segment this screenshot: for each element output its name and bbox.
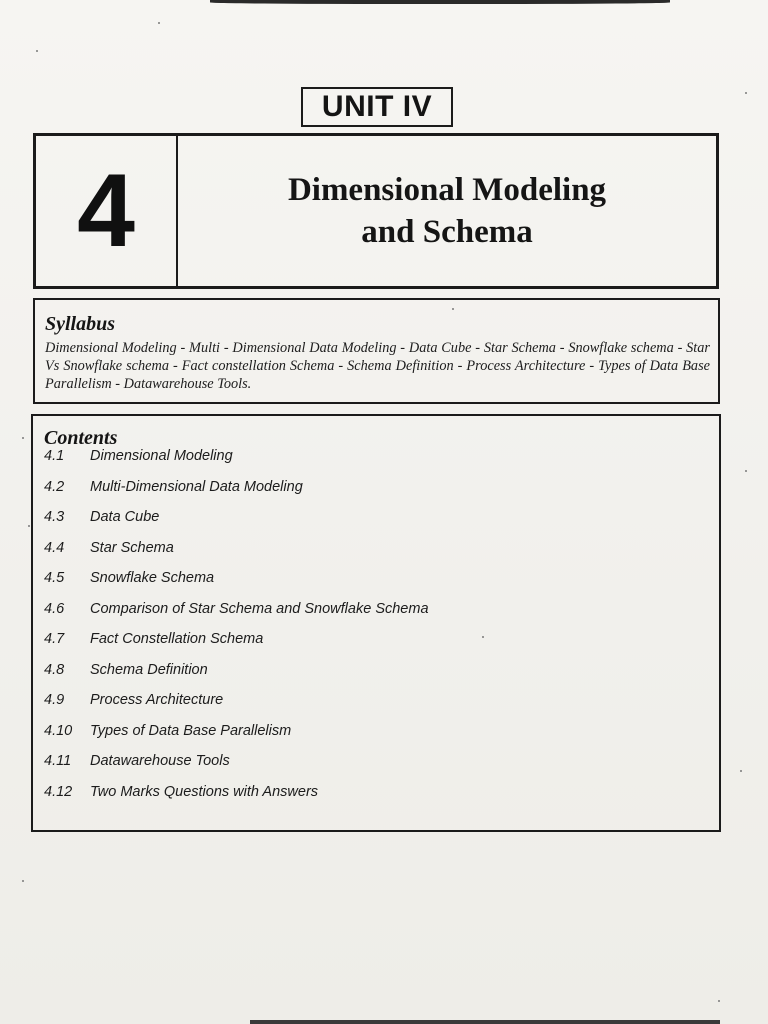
scan-speck: [22, 437, 24, 439]
contents-item: [44, 479, 719, 510]
scan-speck: [745, 470, 747, 472]
contents-item-label: Comparison of Star Schema and Snowflake Schema: [90, 600, 429, 617]
contents-item-label: Two Marks Questions with Answers: [90, 783, 319, 800]
contents-item-number: 4.2: [44, 478, 65, 495]
contents-item: [44, 692, 719, 723]
chapter-header: [33, 133, 719, 289]
contents-item: [44, 448, 719, 479]
contents-item: [44, 601, 719, 632]
contents-item-number: 4.12: [44, 783, 73, 800]
chapter-number: 4: [36, 136, 178, 286]
page-top-edge: [210, 0, 670, 4]
syllabus-heading: Syllabus: [45, 313, 116, 335]
contents-item-number: 4.7: [44, 631, 65, 647]
scan-speck: [718, 1000, 720, 1002]
contents-section: [31, 414, 721, 832]
scan-speck: [22, 880, 24, 882]
contents-item-number: 4.4: [44, 539, 65, 556]
contents-item: [44, 631, 719, 662]
contents-item-label: Datawarehouse Tools: [90, 753, 230, 769]
contents-item-label: Dimensional Modeling: [90, 448, 233, 464]
contents-item-label: Snowflake Schema: [90, 570, 215, 586]
syllabus-section: [33, 298, 720, 404]
contents-heading: Contents: [44, 427, 118, 449]
scan-speck: [740, 770, 742, 772]
contents-item: [44, 753, 719, 784]
contents-item-label: Schema Definition: [90, 661, 208, 678]
contents-item-number: 4.8: [44, 661, 65, 678]
contents-item: [44, 509, 719, 540]
contents-item-label: Data Cube: [90, 509, 160, 525]
contents-item-label: Star Schema: [90, 539, 174, 556]
contents-item-number: 4.9: [44, 692, 65, 708]
unit-label: UNIT IV: [301, 87, 453, 127]
scan-speck: [745, 92, 747, 94]
contents-item-label: Process Architecture: [90, 692, 224, 708]
chapter-title: [178, 136, 716, 286]
contents-item-number: 4.6: [44, 600, 65, 617]
contents-item-label: Multi-Dimensional Data Modeling: [90, 478, 303, 495]
contents-item: [44, 723, 719, 754]
contents-item-number: 4.3: [44, 509, 65, 525]
chapter-title-line-2: and Schema: [361, 214, 533, 250]
syllabus-text: Dimensional Modeling - Multi - Dimensional Data Modeling - Data Cube - Star Schema - Snowflake schema - Star Vs Snowflake schema - Fact constellation Schema - Schema Definition - Process Architecture - Types of Data Base Parallelism - Datawarehouse Tools.: [45, 340, 710, 392]
contents-item: [44, 540, 719, 571]
contents-item-label: Fact Constellation Schema: [90, 631, 264, 647]
contents-item: [44, 570, 719, 601]
contents-item-label: Types of Data Base Parallelism: [90, 722, 292, 739]
scan-speck: [28, 525, 30, 527]
contents-item-number: 4.10: [44, 722, 73, 739]
contents-item-number: 4.1: [44, 448, 65, 464]
contents-item: [44, 662, 719, 693]
contents-item-number: 4.5: [44, 570, 65, 586]
contents-item: [44, 784, 719, 815]
scan-speck: [36, 50, 38, 52]
contents-item-number: 4.11: [44, 753, 72, 769]
scan-speck: [158, 22, 160, 24]
chapter-title-line-1: Dimensional Modeling: [287, 172, 607, 208]
contents-list: [44, 448, 719, 814]
page-bottom-edge: [250, 1020, 720, 1024]
